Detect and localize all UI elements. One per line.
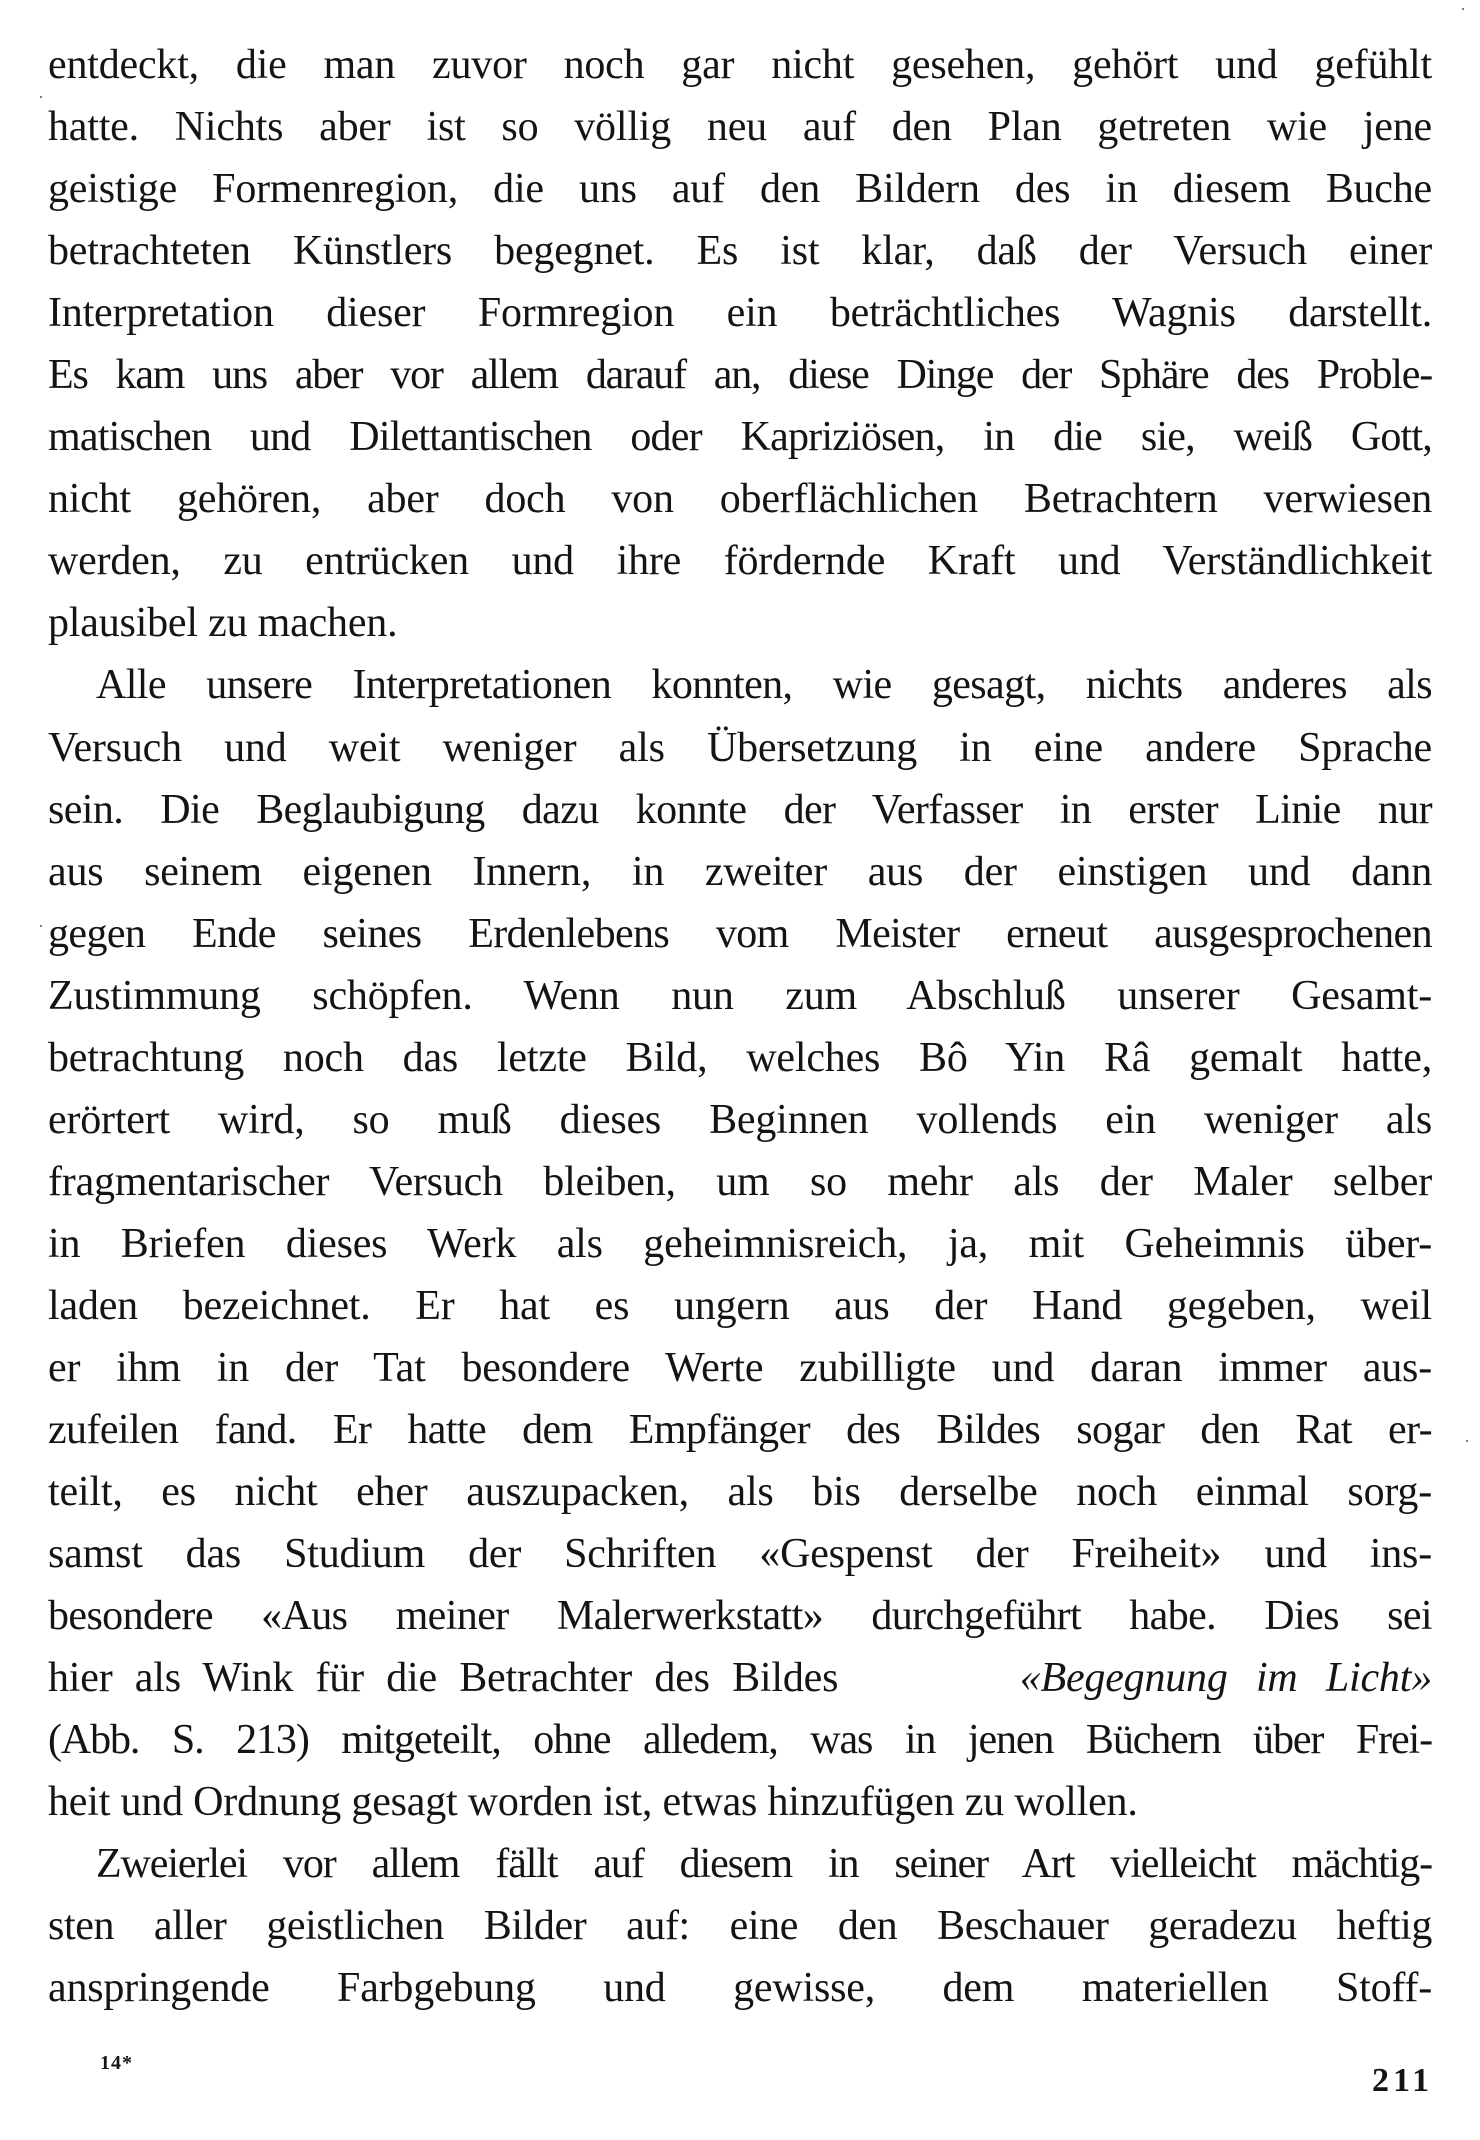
text-line: Alle unsere Interpretationen konnten, wie gesagt, nichts anderes als xyxy=(96,662,1432,709)
text-line: zufeilen fand. Er hatte dem Empfänger des Bildes sogar den Rat er- xyxy=(48,1407,1432,1454)
text-line: geistige Formenregion, die uns auf den Bildern des in diesem Buche xyxy=(48,166,1432,213)
artwork-title: «Begegnung im Licht» xyxy=(1019,1655,1432,1702)
text-line: werden, zu entrücken und ihre fördernde Kraft und Verständlichkeit xyxy=(48,538,1432,585)
text-line: anspringende Farbgebung und gewisse, dem materiellen Stoff- xyxy=(48,1965,1432,2012)
text-line: betrachtung noch das letzte Bild, welches Bô Yin Râ gemalt hatte, xyxy=(48,1034,1432,1081)
body-text xyxy=(48,34,1432,2020)
text-line: erörtert wird, so muß dieses Beginnen vollends ein weniger als xyxy=(48,1096,1432,1143)
text-line: besondere «Aus meiner Malerwerkstatt» durchgeführt habe. Dies sei xyxy=(48,1593,1432,1640)
scan-speck xyxy=(1466,1440,1468,1442)
text-line: er ihm in der Tat besondere Werte zubilligte und daran immer aus- xyxy=(48,1344,1432,1391)
text-line: (Abb. S. 213) mitgeteilt, ohne alledem, was in jenen Büchern über Frei- xyxy=(48,1717,1432,1764)
text-line: matischen und Dilettantischen oder Kapriziösen, in die sie, weiß Gott, xyxy=(48,414,1432,461)
paragraph-3 xyxy=(48,1833,1432,2019)
text-line: sein. Die Beglaubigung dazu konnte der Verfasser in erster Linie nur xyxy=(48,786,1432,833)
text-line: hatte. Nichts aber ist so völlig neu auf den Plan getreten wie jene xyxy=(48,104,1432,151)
text-line: gegen Ende seines Erdenlebens vom Meister erneut ausgesprochenen xyxy=(48,910,1432,957)
text-line: samst das Studium der Schriften «Gespenst der Freiheit» und ins- xyxy=(48,1531,1432,1578)
text-line-lead: hier als Wink für die Betrachter des Bildes xyxy=(48,1655,861,1702)
text-line: teilt, es nicht eher auszupacken, als bis derselbe noch einmal sorg- xyxy=(48,1469,1432,1516)
text-line: aus seinem eigenen Innern, in zweiter aus der einstigen und dann xyxy=(48,848,1432,895)
text-line: laden bezeichnet. Er hat es ungern aus der Hand gegeben, weil xyxy=(48,1282,1432,1329)
text-line: betrachteten Künstlers begegnet. Es ist klar, daß der Versuch einer xyxy=(48,228,1432,275)
text-line: heit und Ordnung gesagt worden ist, etwas hinzufügen zu wollen. xyxy=(48,1779,1138,1826)
scan-speck xyxy=(1462,8,1464,10)
scan-speck xyxy=(40,96,42,98)
text-line: Zweierlei vor allem fällt auf diesem in seiner Art vielleicht mächtig- xyxy=(96,1841,1432,1888)
text-line: plausibel zu machen. xyxy=(48,600,398,647)
text-line: Interpretation dieser Formregion ein beträchtliches Wagnis darstellt. xyxy=(48,290,1432,337)
text-line: Versuch und weit weniger als Übersetzung in eine andere Sprache xyxy=(48,724,1432,771)
text-line: in Briefen dieses Werk als geheimnisreich, ja, mit Geheimnis über- xyxy=(48,1220,1432,1267)
signature-mark: 14* xyxy=(100,2052,133,2074)
paragraph-2 xyxy=(48,654,1432,1833)
scan-speck xyxy=(40,925,42,927)
text-line: entdeckt, die man zuvor noch gar nicht gesehen, gehört und gefühlt xyxy=(48,42,1432,88)
text-line: nicht gehören, aber doch von oberflächlichen Betrachtern verwiesen xyxy=(48,476,1432,523)
paragraph-1 xyxy=(48,34,1432,654)
text-line: sten aller geistlichen Bilder auf: eine den Beschauer geradezu heftig xyxy=(48,1903,1432,1950)
text-line-with-title xyxy=(48,1647,1432,1709)
page-number: 211 xyxy=(1372,2062,1434,2099)
text-line: Zustimmung schöpfen. Wenn nun zum Abschluß unserer Gesamt- xyxy=(48,972,1432,1019)
text-line: fragmentarischer Versuch bleiben, um so mehr als der Maler selber xyxy=(48,1158,1432,1205)
text-line: Es kam uns aber vor allem darauf an, diese Dinge der Sphäre des Proble- xyxy=(48,352,1432,399)
